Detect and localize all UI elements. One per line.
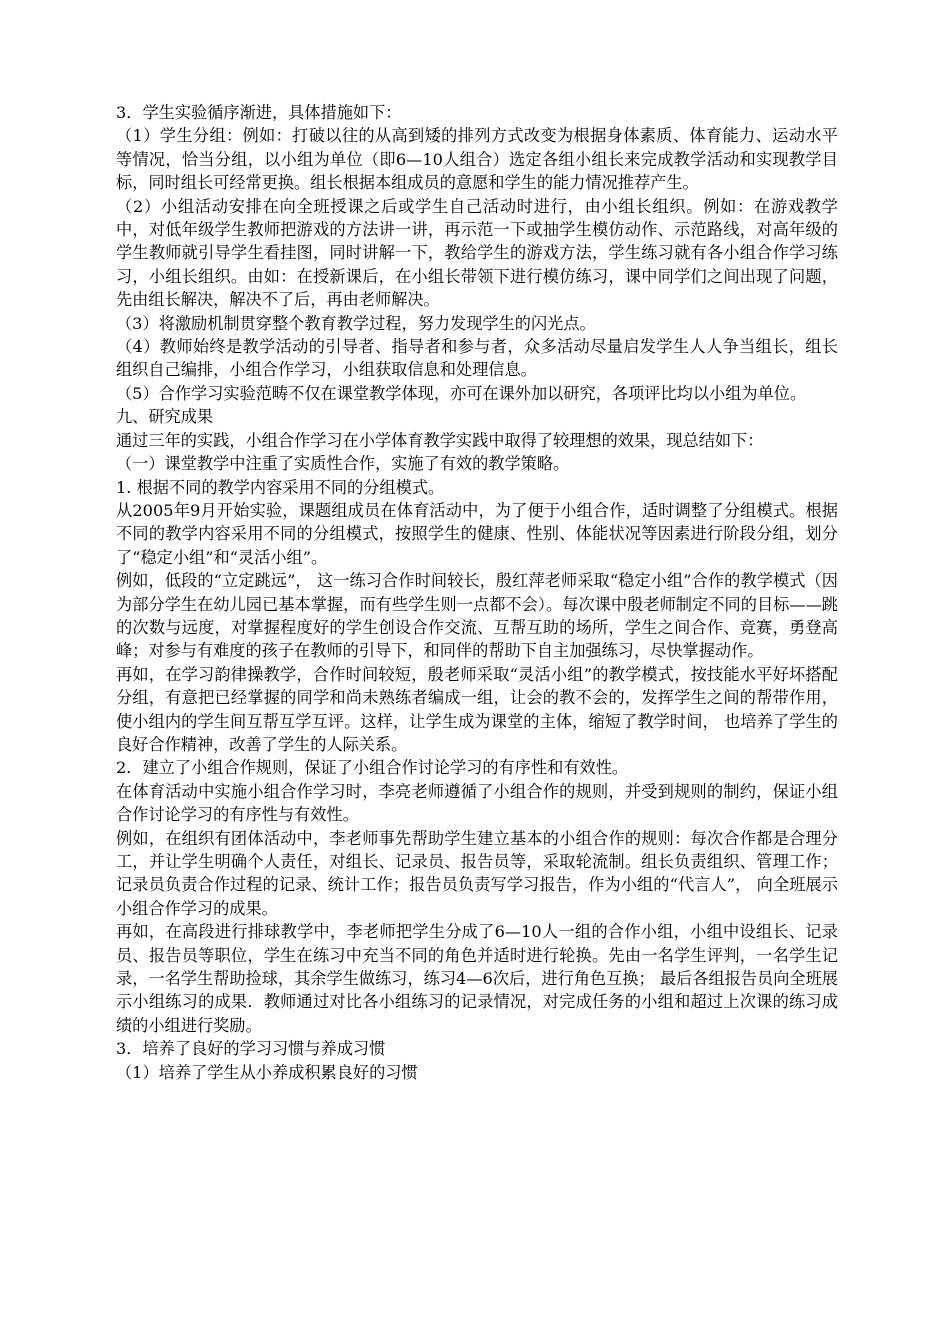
paragraph-incentive: （3）将激励机制贯穿整个教育教学过程，努力发现学生的闪光点。 — [116, 313, 596, 333]
subheading-classroom: （一）课堂教学中注重了实质性合作，实施了有效的教学策略。 — [116, 454, 570, 474]
paragraph-rules-intro: 在体育活动中实施小组合作学习时，李亮老师遵循了小组合作的规则，并受到规则的制约，保证小组合作讨论学习的有序性与有效性。 — [116, 781, 838, 825]
paragraph-scope: （5）合作学习实验范畴不仅在课堂教学体现，亦可在课外加以研究，各项评比均以小组为单位。 — [116, 383, 807, 403]
paragraph-rules-example: 例如，在组织有团体活动中，李老师事先帮助学生建立基本的小组合作的规则：每次合作都是合理分工，并让学生明确个人责任，对组长、记录员、报告员等，采取轮流制。组长负责组织、管理工作；记录员负责合作过程的记录、统计工作；报告员负责写学习报告，作为小组的“代言人”， 向全班展示小组合作学习的成果。 — [116, 828, 838, 918]
heading-rules: 2．建立了小组合作规则，保证了小组合作讨论学习的有序性和有效性。 — [116, 758, 629, 778]
heading-habits: 3．培养了良好的学习习惯与养成习惯 — [116, 1039, 386, 1059]
document-page — [116, 101, 838, 1084]
paragraph-teacher-role: （4）教师始终是教学活动的引导者、指导者和参与者，众多活动尽量启发学生人人争当组长，组长组织自己编排，小组合作学习，小组获取信息和处理信息。 — [116, 337, 838, 380]
heading-item-3: 3．学生实验循序渐进，具体措施如下： — [116, 103, 402, 122]
subheading-habit-1: （1）培养了学生从小养成积累良好的习惯 — [116, 1062, 418, 1082]
paragraph-rhythm-example: 再如，在学习韵律操教学，合作时间较短，殷老师采取“灵活小组”的教学模式，按技能水平好坏搭配分组，有意把已经掌握的同学和尚未熟练者编成一组，让会的教不会的，发挥学生之间的帮带作用，使小组内的学生间互帮互学互评。这样，让学生成为课堂的主体，缩短了教学时间， 也培养了学生的良好合作精神，改善了学生的人际关系。 — [116, 664, 838, 754]
paragraph-group-activity: （2）小组活动安排在向全班授课之后或学生自己活动时进行，由小组长组织。例如：在游戏教学中，对低年级学生教师把游戏的方法讲一讲，再示范一下或抽学生模仿动作、示范路线，对高年级的学生教师就引导学生看挂图，同时讲解一下，教给学生的游戏方法，学生练习就有各小组合作学习练习，小组长组织。由如：在授新课后，在小组长带领下进行模仿练习，课中同学们之间出现了问题，先由组长解决，解决不了后，再由老师解决。 — [116, 196, 838, 310]
paragraph-grouping: （1）学生分组：例如：打破以往的从高到矮的排列方式改变为根据身体素质、体育能力、运动水平等情况，恰当分组，以小组为单位（即6—10人组合）选定各组小组长来完成教学活动和实现教学目标，同时组长可经常更换。组长根据本组成员的意愿和学生的能力情况推荐产生。 — [116, 126, 838, 193]
paragraph-experiment-start: 从2005年9月开始实验，课题组成员在体育活动中，为了便于小组合作，适时调整了分组模式。根据不同的教学内容采用不同的分组模式，按照学生的健康、性别、体能状况等因素进行阶段分组，划分了“稳定小组”和“灵活小组”。 — [116, 500, 838, 567]
paragraph-results-intro: 通过三年的实践，小组合作学习在小学体育教学实践中取得了较理想的效果，现总结如下： — [116, 430, 764, 450]
paragraph-volleyball-example: 再如，在高段进行排球教学中，李老师把学生分成了6—10人一组的合作小组，小组中设组长、记录员、报告员等职位，学生在练习中充当不同的角色并适时进行轮换。先由一名学生评判，一名学生记录，一名学生帮助捡球，其余学生做练习，练习4—6次后，进行角色互换； 最后各组报告员向全班展示小组练习的成果．教师通过对比各小组练习的记录情况，对完成任务的小组和超过上次课的练习成绩的小组进行奖励。 — [116, 922, 838, 1035]
heading-grouping-modes: 1. 根据不同的教学内容采用不同的分组模式。 — [116, 477, 445, 497]
paragraph-long-jump-example: 例如，低段的“立定跳远”， 这一练习合作时间较长，殷红萍老师采取“稳定小组”合作的教学模式（因为部分学生在幼儿园已基本掌握，而有些学生则一点都不会）。每次课中殷老师制定不同的目标——跳的次数与远度，对掌握程度好的学生创设合作交流、互帮互助的场所，学生之间合作、竞赛，勇登高峰；对参与有难度的孩子在教师的引导下，和同伴的帮助下自主加强练习，尽快掌握动作。 — [116, 571, 838, 661]
section-heading-results: 九、研究成果 — [116, 407, 214, 427]
